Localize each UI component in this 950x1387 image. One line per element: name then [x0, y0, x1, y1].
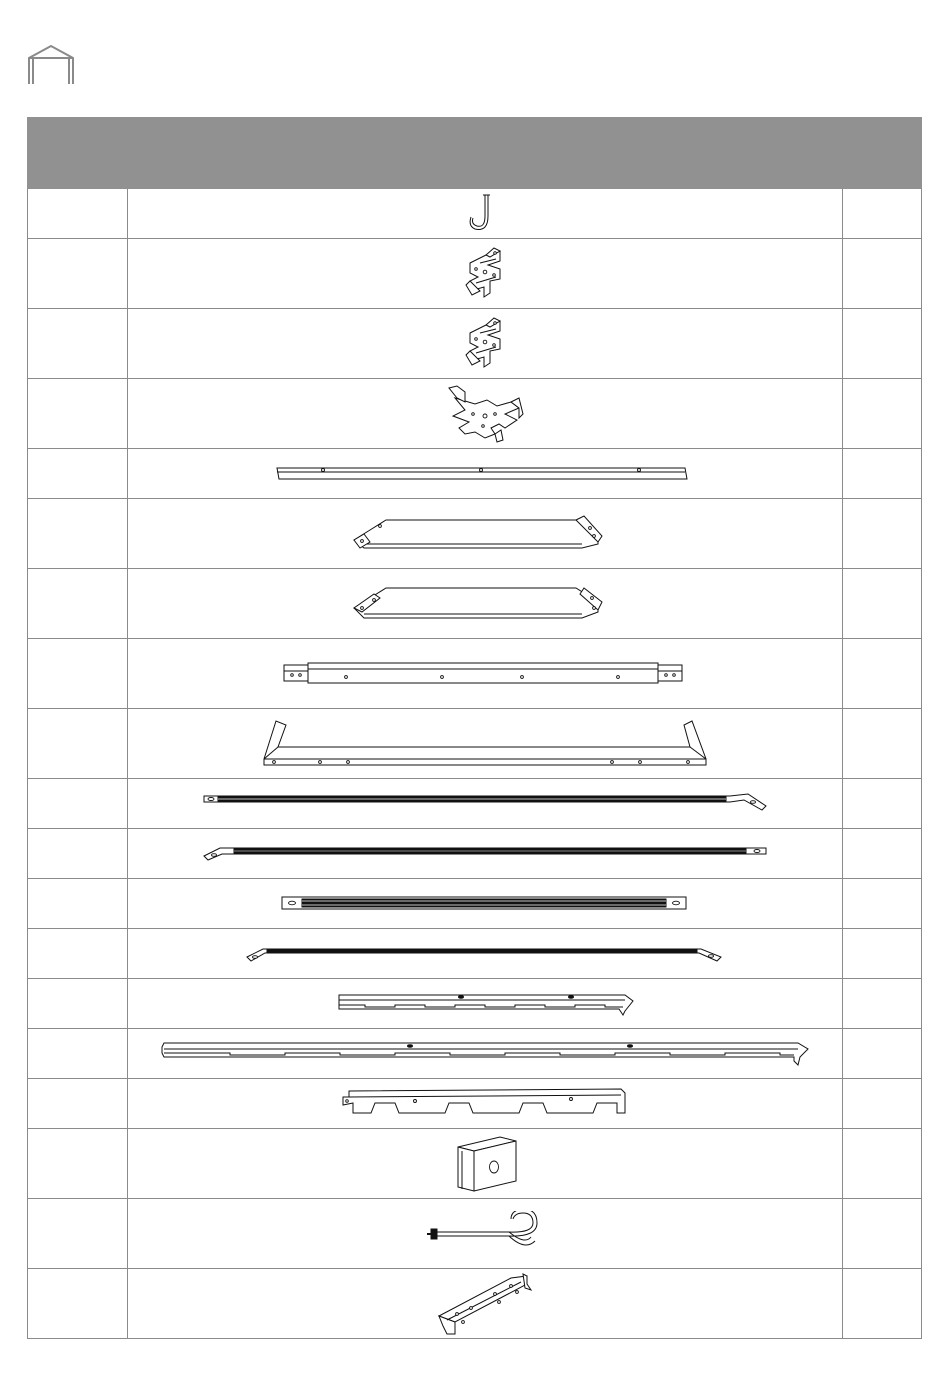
part-qty [843, 1129, 922, 1199]
table-row [28, 1199, 922, 1269]
part-qty [843, 779, 922, 829]
part-code [28, 309, 128, 379]
part-qty [843, 449, 922, 499]
c-channel-beam-icon [280, 657, 690, 691]
part-code [28, 1029, 128, 1079]
table-row [28, 239, 922, 309]
part-qty [843, 189, 922, 239]
part-qty [843, 879, 922, 929]
long-rail-icon [200, 792, 770, 816]
part-qty [843, 569, 922, 639]
part-code [28, 979, 128, 1029]
part-qty [843, 1199, 922, 1269]
part-qty [843, 1269, 922, 1339]
part-code [28, 779, 128, 829]
table-row [28, 879, 922, 929]
table-row [28, 309, 922, 379]
part-drawing-cell [128, 639, 843, 709]
part-drawing-cell [128, 1269, 843, 1339]
angled-panel-icon [350, 584, 620, 624]
part-drawing-cell [128, 709, 843, 779]
part-code [28, 709, 128, 779]
part-drawing-cell [128, 449, 843, 499]
small-hook-icon [465, 192, 505, 236]
notched-strip-icon [335, 1087, 635, 1121]
short-eave-rail-icon [335, 991, 635, 1017]
part-qty [843, 379, 922, 449]
part-drawing-cell [128, 569, 843, 639]
bent-rail-icon [245, 941, 725, 967]
u-frame-beam-icon [260, 719, 710, 769]
table-row [28, 1129, 922, 1199]
table-header-row [28, 118, 922, 189]
part-code [28, 1079, 128, 1129]
part-drawing-cell [128, 1029, 843, 1079]
angle-bracket-icon [435, 1272, 535, 1336]
table-row [28, 1269, 922, 1339]
part-code [28, 929, 128, 979]
angled-panel-icon [350, 514, 620, 554]
table-row [28, 189, 922, 239]
part-drawing-cell [128, 879, 843, 929]
part-qty [843, 239, 922, 309]
part-drawing-cell [128, 379, 843, 449]
part-qty [843, 929, 922, 979]
cross-plate-icon [435, 384, 535, 444]
table-row [28, 379, 922, 449]
part-code [28, 1199, 128, 1269]
part-code [28, 189, 128, 239]
long-rail-icon [200, 842, 770, 866]
part-drawing-cell [128, 239, 843, 309]
part-qty [843, 1079, 922, 1129]
part-qty [843, 829, 922, 879]
part-drawing-cell [128, 1079, 843, 1129]
part-qty [843, 1029, 922, 1079]
part-drawing-cell [128, 189, 843, 239]
part-code [28, 499, 128, 569]
part-code [28, 1129, 128, 1199]
table-row [28, 1079, 922, 1129]
table-row [28, 499, 922, 569]
table-row [28, 1029, 922, 1079]
part-code [28, 639, 128, 709]
part-drawing-cell [128, 1199, 843, 1269]
cross-bracket-icon [460, 245, 510, 303]
table-row [28, 979, 922, 1029]
hook-bolt-icon [425, 1211, 545, 1257]
corner-bracket-icon [450, 1133, 520, 1195]
header-qty [843, 118, 922, 189]
part-drawing-cell [128, 929, 843, 979]
medium-rail-icon [280, 893, 690, 915]
part-qty [843, 639, 922, 709]
part-qty [843, 979, 922, 1029]
part-qty [843, 709, 922, 779]
table-row [28, 709, 922, 779]
part-drawing-cell [128, 829, 843, 879]
header-code [28, 118, 128, 189]
part-code [28, 569, 128, 639]
table-row [28, 449, 922, 499]
table-row [28, 779, 922, 829]
part-drawing-cell [128, 979, 843, 1029]
part-drawing-cell [128, 779, 843, 829]
long-eave-rail-icon [160, 1039, 810, 1069]
table-row [28, 569, 922, 639]
part-qty [843, 499, 922, 569]
table-row [28, 929, 922, 979]
parts-table [27, 117, 922, 1339]
cross-bracket-icon [460, 315, 510, 373]
part-drawing-cell [128, 1129, 843, 1199]
flat-bar-icon [275, 464, 695, 484]
part-code [28, 449, 128, 499]
shed-outline-icon [27, 44, 75, 86]
part-drawing-cell [128, 309, 843, 379]
table-row [28, 829, 922, 879]
part-qty [843, 309, 922, 379]
part-code [28, 829, 128, 879]
part-code [28, 239, 128, 309]
part-code [28, 379, 128, 449]
part-code [28, 879, 128, 929]
part-drawing-cell [128, 499, 843, 569]
part-code [28, 1269, 128, 1339]
table-row [28, 639, 922, 709]
header-part [128, 118, 843, 189]
